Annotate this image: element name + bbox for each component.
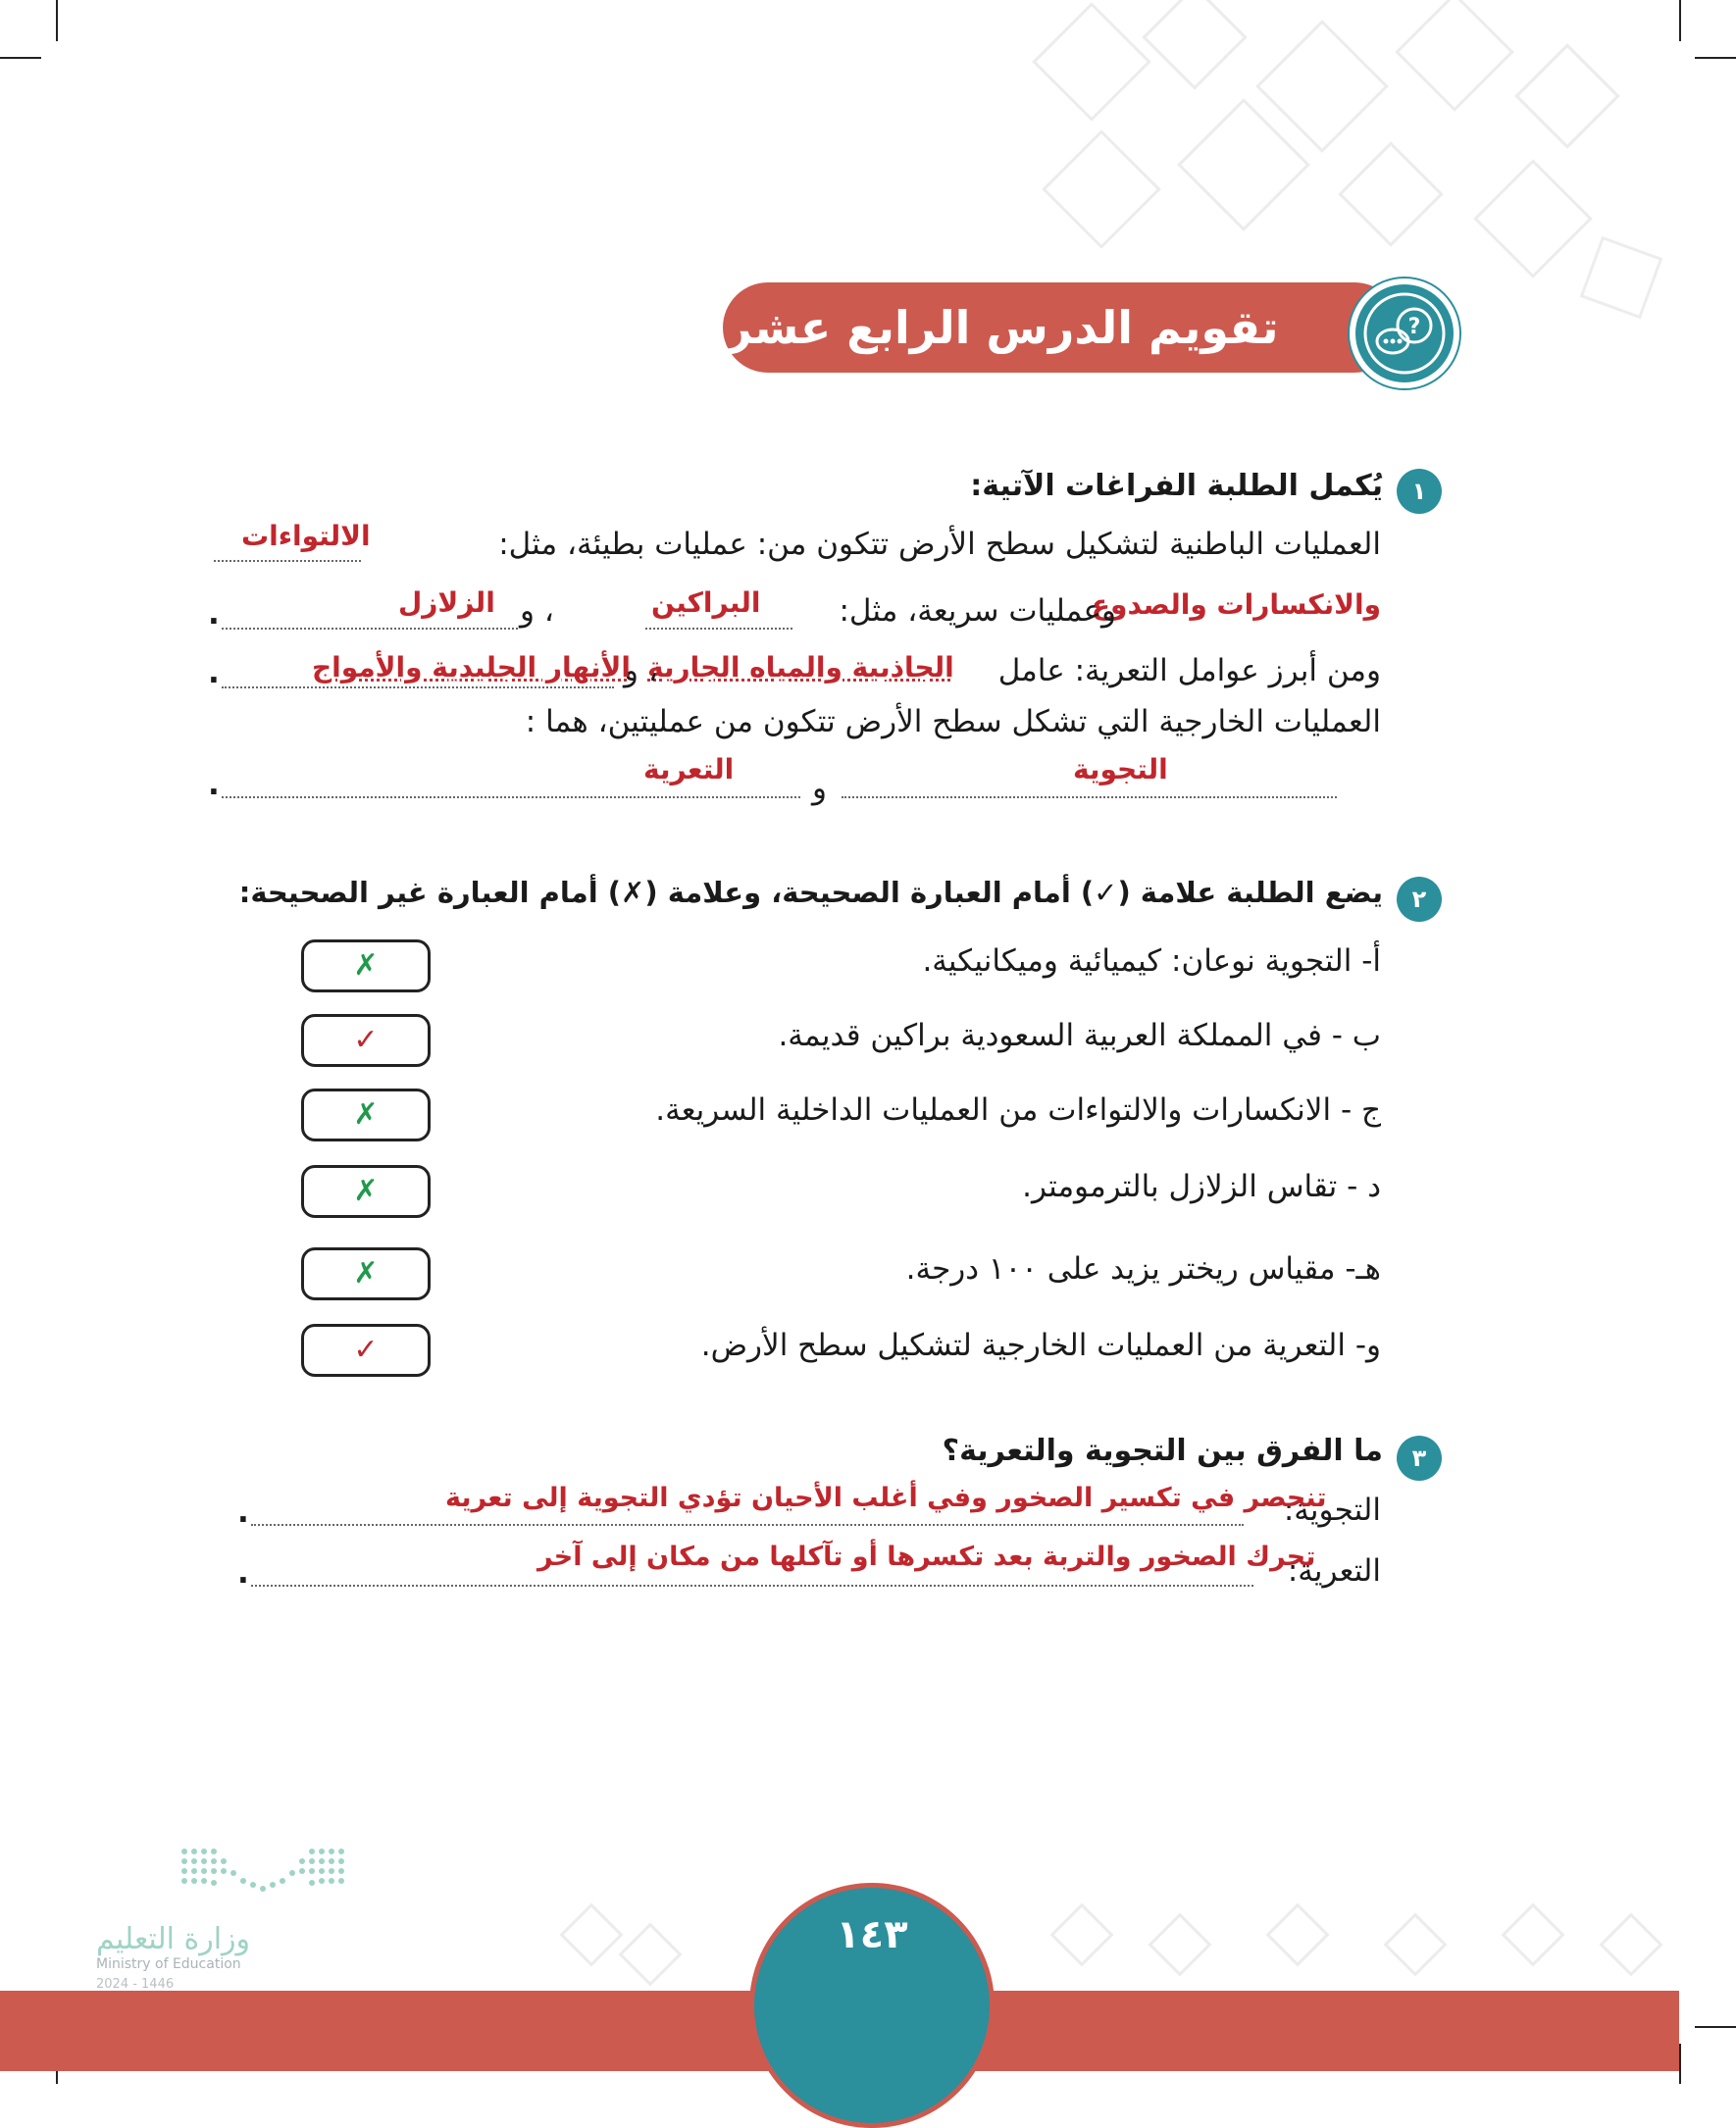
answer-mark-box[interactable]: ✗ xyxy=(301,1165,431,1218)
erosion-label: التعرية: xyxy=(1287,1553,1381,1589)
statement-text: هـ- مقياس ريختر يزيد على ١٠٠ درجة. xyxy=(905,1251,1381,1287)
statement-text: ب - في المملكة العربية السعودية براكين قديمة. xyxy=(778,1018,1381,1053)
fill-blank xyxy=(251,1585,1253,1587)
ministry-logo-icon xyxy=(179,1846,347,1895)
statement-text: ج - الانكسارات والالتواءات من العمليات الداخلية السريعة. xyxy=(655,1092,1381,1128)
period: . xyxy=(237,1495,249,1530)
fill-blank xyxy=(214,560,361,562)
answer-gravity-water: الجاذبية والمياه الجارية xyxy=(647,651,954,684)
decorative-square xyxy=(1338,141,1443,246)
answer-erosion: التعرية xyxy=(643,753,735,785)
fill-blank xyxy=(222,796,800,798)
erosion-answer: تحرك الصخور والتربة بعد تكسرها أو تآكلها من مكان إلى آخر xyxy=(537,1542,1316,1572)
edition-year: 2024 - 1446 xyxy=(96,1977,175,1992)
statement-text: أ- التجوية نوعان: كيميائية وميكانيكية. xyxy=(922,943,1381,979)
answer-earthquakes: الزلازل xyxy=(398,586,495,619)
answer-mark-box[interactable]: ✓ xyxy=(301,1014,431,1067)
question-number-3: ٣ xyxy=(1397,1436,1442,1481)
decorative-square xyxy=(1383,1912,1447,1976)
answer-faults: والانكسارات والصدوع xyxy=(1091,588,1381,621)
q1-line1-text: العمليات الباطنية لتشكيل سطح الأرض تتكون من: عمليات بطيئة، مثل: xyxy=(498,527,1381,562)
q1-line3-and: ، و xyxy=(624,653,658,688)
period: . xyxy=(208,767,220,802)
fill-blank xyxy=(645,628,792,630)
decorative-square xyxy=(1148,1912,1211,1976)
page-number: ١٤٣ xyxy=(836,1912,908,1957)
crop-mark xyxy=(1679,2044,1681,2084)
question-2-title: يضع الطلبة علامة (✓) أمام العبارة الصحيحة، وعلامة (✗) أمام العبارة غير الصحيحة: xyxy=(238,876,1383,909)
lesson-title-banner xyxy=(723,282,1400,373)
lesson-title: تقويم الدرس الرابع عشر xyxy=(726,301,1279,354)
crop-mark xyxy=(56,0,58,41)
answer-mark-box[interactable]: ✗ xyxy=(301,1247,431,1300)
answer-volcanoes: البراكين xyxy=(651,586,761,619)
weathering-answer: تنحصر في تكسير الصخور وفي أغلب الأحيان تؤدي التجوية إلى تعرية xyxy=(445,1483,1327,1513)
decorative-square xyxy=(1142,0,1247,90)
statement-text: و- التعرية من العمليات الخارجية لتشكيل سطح الأرض. xyxy=(700,1328,1381,1363)
weathering-label: التجوية: xyxy=(1283,1493,1381,1528)
answer-folds: الالتواءات xyxy=(241,520,371,552)
fill-blank xyxy=(251,1524,1244,1526)
decorative-square xyxy=(1049,1902,1113,1966)
answer-mark-box[interactable]: ✗ xyxy=(301,939,431,992)
question-number-2: ٢ xyxy=(1397,877,1442,922)
period: . xyxy=(208,596,220,632)
statement-text: د - تقاس الزلازل بالترمومتر. xyxy=(1022,1169,1381,1204)
ministry-name-arabic: وزارة التعليم xyxy=(96,1922,251,1956)
q1-line2-text: وعمليات سريعة، مثل: xyxy=(839,593,1116,629)
answer-weathering: التجوية xyxy=(1073,753,1168,785)
crop-mark xyxy=(1679,0,1681,41)
answer-glaciers-waves: الأنهار الجليدية والأمواج xyxy=(312,651,631,684)
decorative-square xyxy=(1042,129,1161,249)
question-3-title: ما الفرق بين التجوية والتعرية؟ xyxy=(942,1434,1383,1468)
question-1-title: يُكمل الطلبة الفراغات الآتية: xyxy=(970,469,1383,503)
question-number-1: ١ xyxy=(1397,469,1442,514)
crop-mark xyxy=(1695,57,1736,59)
answer-mark-box[interactable]: ✗ xyxy=(301,1089,431,1141)
decorative-square xyxy=(1514,43,1619,148)
crop-mark xyxy=(1695,2026,1736,2028)
fill-blank xyxy=(842,796,1337,798)
period: . xyxy=(237,1555,249,1591)
q1-line5-and: و xyxy=(812,771,827,806)
fill-blank xyxy=(222,686,614,688)
decorative-square xyxy=(1265,1902,1329,1966)
q1-line4-text: العمليات الخارجية التي تشكل سطح الأرض تتكون من عمليتين، هما : xyxy=(525,704,1381,739)
decorative-square xyxy=(559,1902,623,1966)
question-chat-icon xyxy=(1350,279,1459,388)
fill-blank xyxy=(222,628,518,630)
decorative-square xyxy=(1032,2,1151,122)
period: . xyxy=(208,655,220,690)
decorative-square xyxy=(618,1922,682,1986)
q1-line2-and: ، و xyxy=(520,593,554,629)
q1-line3-text: ومن أبرز عوامل التعرية: عامل xyxy=(997,653,1381,688)
ministry-name-english: Ministry of Education xyxy=(96,1956,241,1972)
answer-mark-box[interactable]: ✓ xyxy=(301,1324,431,1377)
crop-mark xyxy=(0,57,41,59)
decorative-square xyxy=(1473,159,1593,279)
decorative-square xyxy=(1599,1912,1662,1976)
decorative-square xyxy=(1580,236,1663,320)
svg-text:?: ? xyxy=(1407,315,1421,339)
decorative-square xyxy=(1501,1902,1564,1966)
decorative-square xyxy=(1395,0,1514,112)
